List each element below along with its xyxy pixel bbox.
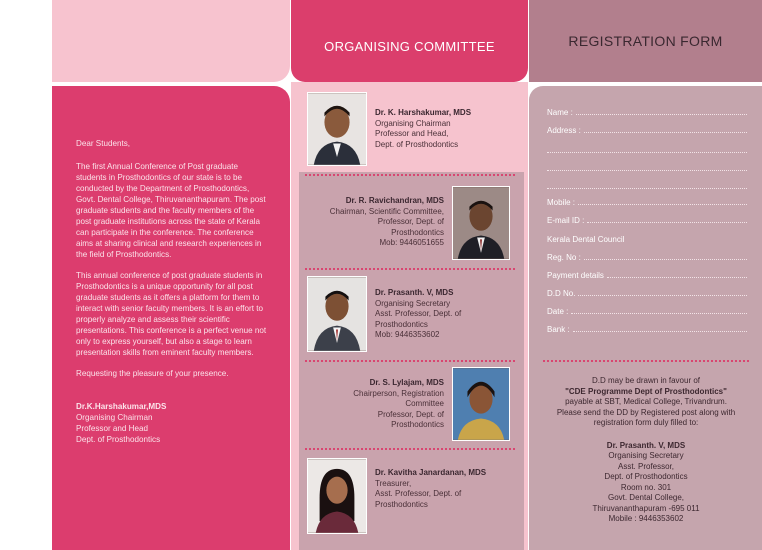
bank-field[interactable] [547,325,747,334]
mobile-field[interactable] [547,198,747,207]
member-photo [307,92,367,166]
field-label: Address : [547,126,581,135]
member-phone: Mob: 9446051655 [379,238,444,247]
field-label: Mobile : [547,198,576,207]
dd-no-field[interactable] [547,289,747,298]
member-role: Asst. Professor, Dept. of [375,309,462,318]
contact-line: Govt. Dental College, [607,493,685,502]
member-photo [452,186,510,260]
registration-title: REGISTRATION FORM [529,0,762,82]
field-label: E-mail ID : [547,216,585,225]
signature-line: Professor and Head [76,424,148,433]
member-role: Prosthodontics [391,420,444,429]
dd-instructions [541,376,751,525]
member-name: Dr. S. Lylajam, MDS [369,378,444,387]
field-label: Date : [547,307,569,316]
note-line: registration form duly filled to: [593,418,699,427]
address-line[interactable] [547,152,747,153]
member-role: Prosthodontics [375,319,428,329]
member-role: Treasurer, [375,478,412,488]
greeting: Dear Students, [76,139,130,148]
divider [305,268,515,270]
member-info [375,468,515,510]
member-info [301,196,444,249]
committee-panel [291,82,528,550]
signature-name: Dr.K.Harshakumar,MDS [76,402,167,411]
note-line: "CDE Programme Dept of Prosthodontics" [565,386,727,396]
address-field[interactable] [547,126,747,135]
member-name: Dr. K. Harshakumar, MDS [375,108,472,117]
divider [305,360,515,362]
registration-panel [529,86,762,550]
divider [305,174,515,176]
field-label: Name : [547,108,573,117]
member-info [375,288,515,341]
member-role: Chairman, Scientific Committee, [329,206,444,216]
member-name: Dr. Kavitha Janardanan, MDS [375,468,487,477]
member-phone: Mob: 9446353602 [375,330,440,339]
member-role: Professor, Dept. of [377,217,444,226]
paragraph-opportunity: This annual conference of post graduate students in Prosthodontics is a unique opportunity for all post graduate students as it offers a platform for them to interact with senior faculty members. It is an effort to properly analyze and assess their scientific presentations. This conference is a perfect venue not only to express yourself, but also a stage to learn presentation skills from eminent faculty members. [76,271,267,357]
contact-line: Dept. of Prosthodontics [604,472,688,481]
member-photo [307,276,367,352]
member-photo [307,458,367,534]
field-label: Reg. No : [547,253,581,262]
contact-line: Room no. 301 [620,482,672,492]
field-label: Payment details [547,271,604,280]
kdc-label [547,235,747,244]
member-role: Professor, Dept. of [377,409,444,419]
member-role: Organising Chairman [375,118,451,128]
address-line[interactable] [547,188,747,189]
left-top-panel [52,0,290,82]
member-role: Asst. Professor, Dept. of [375,489,462,498]
member-role: Prosthodontics [391,227,444,237]
note-line: payable at SBT, Medical College, Trivandrum. [565,397,727,406]
paragraph-request: Requesting the pleasure of your presence. [76,369,229,378]
contact-line: Organising Secretary [608,451,684,460]
contact-line: Thiruvananthapuram -695 011 [592,503,700,513]
member-info [375,108,515,150]
member-photo [452,367,510,441]
note-line: Please send the DD by Registered post along with [556,407,736,417]
member-role: Organising Secretary [375,298,451,308]
name-field[interactable] [547,108,747,117]
date-field[interactable] [547,307,747,316]
signature-block [76,401,270,445]
welcome-letter [52,86,290,550]
member-name: Dr. R. Ravichandran, MDS [345,196,444,205]
member-role: Prosthodontics [375,499,428,509]
contact-line: Asst. Professor, [617,461,675,471]
signature-line: Organising Chairman [76,413,153,422]
divider [305,448,515,450]
member-role: Committee [405,399,444,408]
field-label: Kerala Dental Council [547,235,625,244]
contact-name: Dr. Prasanth. V, MDS [606,440,686,450]
payment-details-field[interactable] [547,271,747,280]
field-label: D.D No. [547,289,576,298]
committee-title: ORGANISING COMMITTEE [291,0,528,82]
field-label: Bank : [547,325,570,334]
note-line: D.D may be drawn in favour of [591,376,701,385]
divider [543,360,749,362]
member-name: Dr. Prasanth. V, MDS [375,288,454,297]
contact-phone: Mobile : 9446353602 [608,514,684,523]
address-line[interactable] [547,170,747,171]
member-role: Dept. of Prosthodontics [375,139,459,149]
member-role: Chairperson, Registration [353,388,444,398]
member-info [301,378,444,431]
member-role: Professor and Head, [375,129,449,138]
paragraph-intro: The first Annual Conference of Post graduate students in Prosthodontics of our state is to be conducted by the Department of Prosthodontics, Govt. Dental College, Thiruvananthapuram. The post graduate students and the faculty members of the post graduate institutions across the state of Kerala can participate in the conference. The conference aims at sharing clinical and research experiences in the field of Prosthodontics. [76,162,266,259]
signature-line: Dept. of Prosthodontics [76,435,161,444]
email-field[interactable] [547,216,747,225]
reg-no-field[interactable] [547,253,747,262]
